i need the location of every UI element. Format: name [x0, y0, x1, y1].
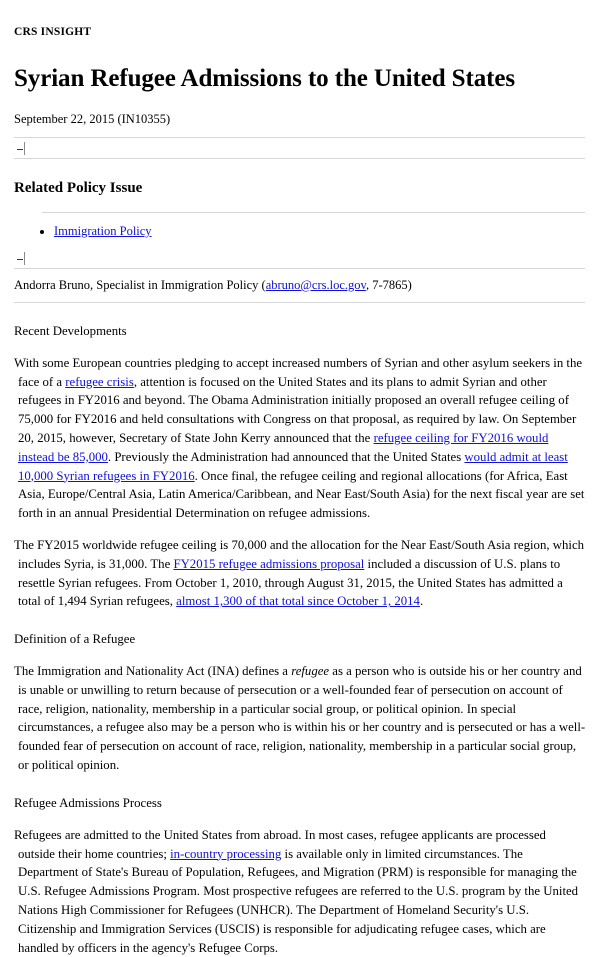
- body-paragraph: [14, 826, 586, 957]
- body-paragraph: [14, 536, 586, 611]
- related-policy-issue-heading: Related Policy Issue: [14, 179, 143, 196]
- page-title: Syrian Refugee Admissions to the United States: [14, 64, 515, 92]
- anchor-mark-icon: [17, 149, 23, 150]
- divider-above-issue-list: [42, 212, 585, 213]
- inline-link[interactable]: almost 1,300 of that total since October 1, 2014: [176, 594, 420, 609]
- inline-link[interactable]: in-country processing: [170, 846, 282, 861]
- empty-anchor-stub-top[interactable]: [14, 138, 586, 158]
- link-author-email[interactable]: abruno@crs.loc.gov: [265, 277, 366, 292]
- document-date: September 22, 2015 (IN10355): [14, 112, 171, 127]
- paragraph-text: is available only in limited circumstances. The Department of State's Bureau of Population, Refugees, and Migration (PRM) is responsible for managing the U.S. Refugee Admissions Program. Most prospective refugees are referred to the U.S. program by the United Nations High Commissioner for Refugees (UNHCR). The Department of Homeland Security's U.S. Citizenship and Immigration Services (USCIS) is responsible for adjudicating refugee cases, which are handled by officers in the agency's Refugee Corps.: [18, 846, 579, 955]
- author-byline: [14, 269, 586, 302]
- paragraph-text: With some European countries pledging to accept increased numbers of Syrian and other asylum seekers in the face of a: [14, 355, 583, 389]
- section-heading: Recent Developments: [14, 323, 127, 338]
- paragraph-text: , attention is focused on the United States and its plans to admit Syrian and other refugees in FY2016 and beyond. The Obama Administration initially proposed an overall refugee ceiling of 75,000 for FY2016 and held consultations with Congress on that proposal, as required by law. On September 20, 2015, however, Secretary of State John Kerry announced that the: [18, 374, 577, 445]
- paragraph-text: The FY2015 worldwide refugee ceiling is 70,000 and the allocation for the Near East/South Asia region, which includes Syria, is 31,000. The: [14, 537, 585, 571]
- emphasis-text: refugee: [291, 664, 330, 679]
- inline-link[interactable]: would admit at least 10,000 Syrian refugees in FY2016: [18, 449, 568, 483]
- paragraph-text: as a person who is outside his or her country and is unable or unwilling to return because of persecution or a well-founded fear of persecution on account of race, religion, nationality, membership in a particular social group, or political opinion. In special circumstances, a refugee also may be a person who is within his or her country and is persecuted or has a well-founded fear of persecution on account of race, religion, nationality, membership in a particular social group, or political opinion.: [18, 664, 586, 773]
- section-heading: Definition of a Refugee: [14, 632, 136, 647]
- related-policy-issue-list: [14, 222, 586, 240]
- body-paragraph: [14, 354, 586, 523]
- inline-link[interactable]: refugee ceiling for FY2016 would instead be 85,000: [18, 430, 549, 464]
- paragraph-text: Refugees are admitted to the United States from abroad. In most cases, refugee applicants are processed outside their home countries;: [14, 827, 546, 861]
- inline-link[interactable]: FY2015 refugee admissions proposal: [173, 556, 365, 571]
- paragraph-text: The Immigration and Nationality Act (INA) defines a: [14, 664, 292, 679]
- masthead-label: CRS INSIGHT: [14, 26, 92, 38]
- section-heading: Refugee Admissions Process: [14, 795, 162, 810]
- divider-below-anchor-top: [14, 158, 585, 159]
- spacer: [14, 240, 586, 248]
- text-caret-icon: [24, 142, 25, 155]
- list-item: [54, 222, 586, 240]
- document-body: [14, 323, 586, 957]
- anchor-mark-icon: [17, 259, 23, 260]
- divider-below-author: [14, 302, 585, 303]
- paragraph-text: . Once final, the refugee ceiling and regional allocations (for Africa, East Asia, Europe/Central Asia, Latin America/Caribbean, and Near East/South Asia) for the next fiscal year are set forth in an annual Presidential Determination on refugee admissions.: [18, 468, 585, 521]
- inline-link[interactable]: refugee crisis: [65, 374, 134, 389]
- link-immigration-policy[interactable]: Immigration Policy: [54, 223, 152, 238]
- paragraph-text: . Previously the Administration had announced that the United States: [107, 449, 465, 464]
- empty-anchor-stub-bottom[interactable]: [14, 248, 586, 268]
- author-byline-suffix: , 7-7865): [365, 277, 412, 292]
- body-paragraph: [14, 662, 586, 775]
- paragraph-text: .: [419, 594, 424, 609]
- paragraph-text: included a discussion of U.S. plans to resettle Syrian refugees. From October 1, 2010, through August 31, 2015, the United States has admitted a total of 1,494 Syrian refugees,: [18, 556, 563, 609]
- author-byline-prefix: Andorra Bruno, Specialist in Immigration Policy (: [14, 277, 266, 292]
- text-caret-icon: [24, 252, 25, 265]
